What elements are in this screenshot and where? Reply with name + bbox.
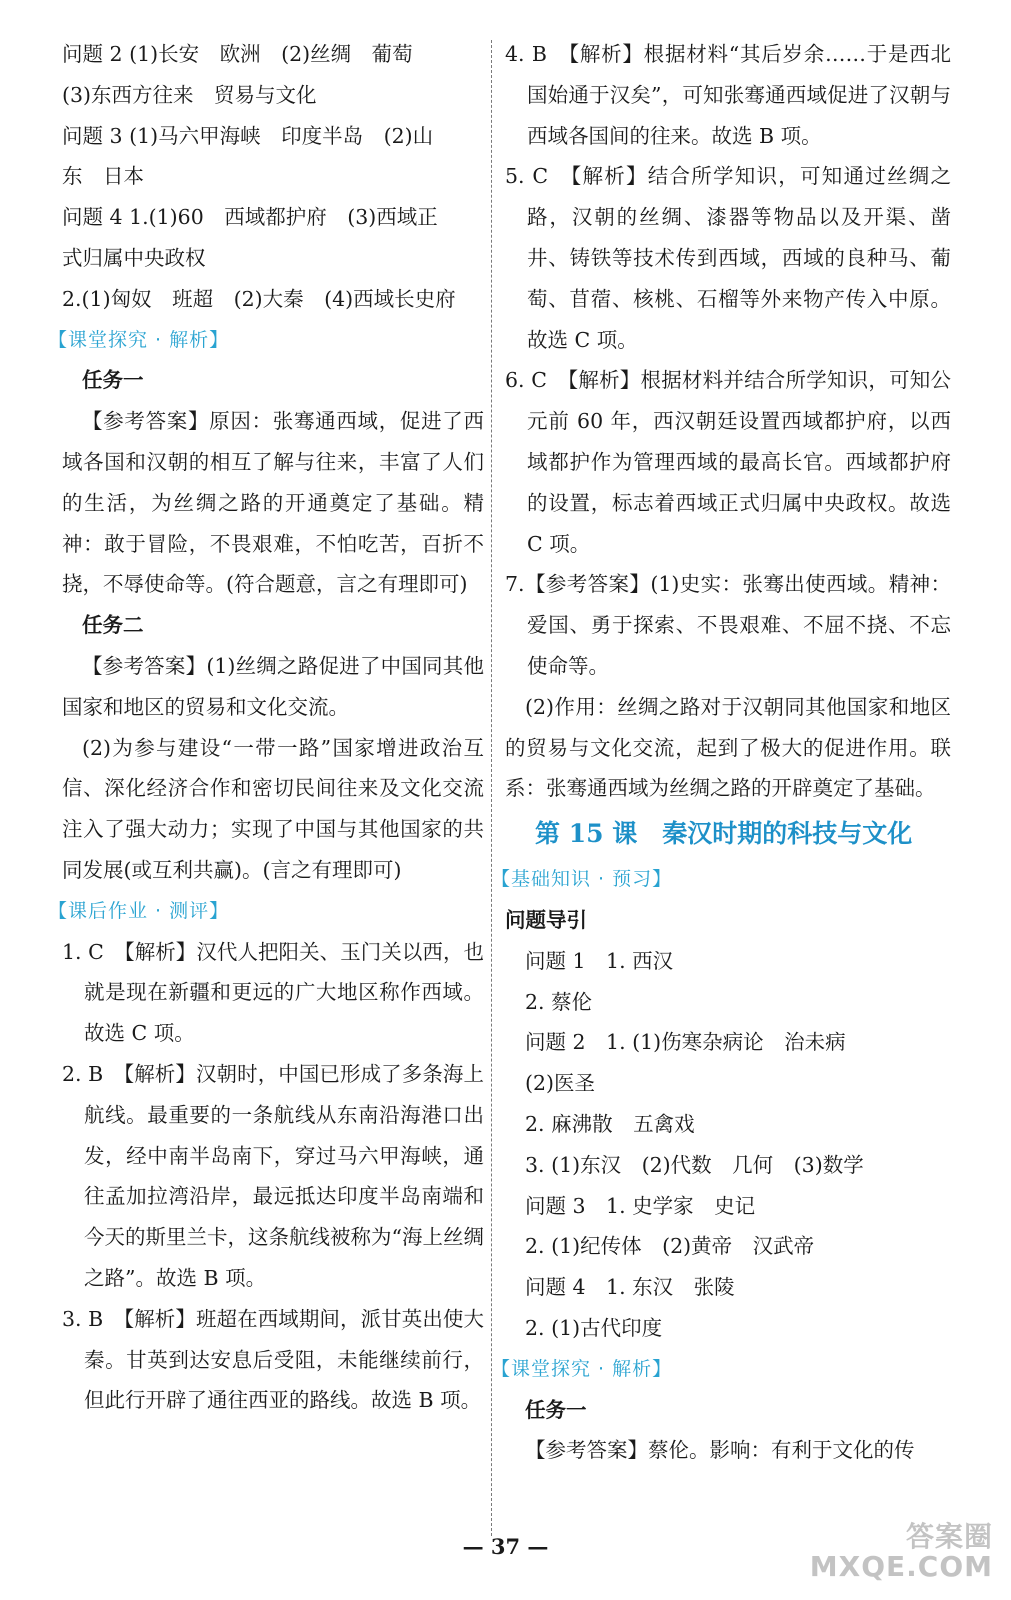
paragraph: 2. B 【解析】汉朝时，中国已形成了多条海上航线。最重要的一条航线从东南沿海港口出发，经中南半岛南下，穿过马六甲海峡，通往孟加拉湾沿岸，最远抵达印度半岛南端和今天的斯里兰卡，这条航线被称为“海上丝绸之路”。故选 B 项。 <box>62 1061 484 1290</box>
paragraph: 5. C 【解析】结合所学知识，可知通过丝绸之路，汉朝的丝绸、漆器等物品以及开渠、凿井、铸铁等技术传到西域，西域的良种马、葡萄、苜蓿、核桃、石榴等外来物产传入中原。故选 C 项。 <box>505 164 951 352</box>
paragraph: 任务一 <box>82 368 144 393</box>
paragraph: 【参考答案】(1)丝绸之路促进了中国同其他国家和地区的贸易和文化交流。 <box>62 653 484 719</box>
paragraph: 式归属中央政权 <box>62 245 206 270</box>
paragraph: 2. 麻沸散 五禽戏 <box>525 1111 695 1136</box>
paragraph: 3. (1)东汉 (2)代数 几何 (3)数学 <box>525 1152 864 1177</box>
paragraph: 任务二 <box>82 613 144 638</box>
paragraph: 问题 2 1. (1)伤寒杂病论 治未病 <box>525 1030 846 1055</box>
paragraph: 第 15 课 秦汉时期的科技与文化 <box>535 819 913 849</box>
paragraph: 【参考答案】原因：张骞通西域，促进了西域各国和汉朝的相互了解与往来，丰富了人们的生活，为丝绸之路的开通奠定了基础。精神：敢于冒险，不畏艰难，不怕吃苦，百折不挠，不辱使命等。(符合题意，言之有理即可) <box>62 409 484 597</box>
paragraph: 1. C 【解析】汉代人把阳关、玉门关以西，也就是现在新疆和更远的广大地区称作西域。故选 C 项。 <box>62 939 484 1046</box>
paragraph: 2. (1)纪传体 (2)黄帝 汉武帝 <box>525 1234 815 1259</box>
paragraph: 【基础知识 · 预习】 <box>491 868 673 891</box>
paragraph: 4. B 【解析】根据材料“其后岁余……于是西北国始通于汉矣”，可知张骞通西域促进了汉朝与西域各国间的往来。故选 B 项。 <box>505 42 951 148</box>
paragraph: 【课后作业 · 测评】 <box>48 899 230 922</box>
paragraph: 问题 2 (1)长安 欧洲 (2)丝绸 葡萄 <box>62 42 413 66</box>
left-column <box>48 34 484 1421</box>
paragraph: (3)东西方往来 贸易与文化 <box>62 82 317 107</box>
paragraph: 2. 蔡伦 <box>525 989 593 1014</box>
paragraph: 问题 4 1.(1)60 西域都护府 (3)西域正 <box>62 205 438 230</box>
paragraph: 【课堂探究 · 解析】 <box>48 328 230 351</box>
paragraph: (2)医圣 <box>525 1071 596 1096</box>
page-number: — 37 — <box>462 1534 549 1559</box>
paragraph: 3. B 【解析】班超在西域期间，派甘英出使大秦。甘英到达安息后受阻，未能继续前行，但此行开辟了通往西亚的路线。故选 B 项。 <box>62 1306 484 1413</box>
watermark-logo: 答案圈 MXQE.COM <box>809 1520 993 1583</box>
column-divider <box>491 40 492 1536</box>
paragraph: (2)作用：丝绸之路对于汉朝同其他国家和地区的贸易与文化交流，起到了极大的促进作用。联系：张骞通西域为丝绸之路的开辟奠定了基础。 <box>505 694 951 801</box>
paragraph: 问题 1 1. 西汉 <box>525 948 674 973</box>
paragraph: 7.【参考答案】(1)史实：张骞出使西域。精神：爱国、勇于探索、不畏艰难、不屈不挠、不忘使命等。 <box>505 572 951 678</box>
paragraph: 任务一 <box>525 1397 587 1422</box>
paragraph: 问题 3 1. 史学家 史记 <box>525 1193 756 1218</box>
right-column <box>491 34 951 1471</box>
paragraph: 【参考答案】蔡伦。影响：有利于文化的传 <box>525 1438 915 1463</box>
paragraph: 2. (1)古代印度 <box>525 1315 663 1340</box>
paragraph: 问题导引 <box>505 907 587 932</box>
paragraph: 6. C 【解析】根据材料并结合所学知识，可知公元前 60 年，西汉朝廷设置西域都护府，以西域都护作为管理西域的最高长官。西域都护府的设置，标志着西域正式归属中央政权。故选 C 项。 <box>505 368 951 556</box>
paragraph: 【课堂探究 · 解析】 <box>491 1357 673 1380</box>
paragraph: 问题 3 (1)马六甲海峡 印度半岛 (2)山 <box>62 123 434 148</box>
paragraph: 问题 4 1. 东汉 张陵 <box>525 1275 735 1300</box>
paragraph: (2)为参与建设“一带一路”国家增进政治互信、深化经济合作和密切民间往来及文化交流注入了强大动力；实现了中国与其他国家的共同发展(或互利共赢)。(言之有理即可) <box>62 735 484 882</box>
paragraph: 东 日本 <box>62 164 144 189</box>
paragraph: 2.(1)匈奴 班超 (2)大秦 (4)西域长史府 <box>62 286 456 311</box>
